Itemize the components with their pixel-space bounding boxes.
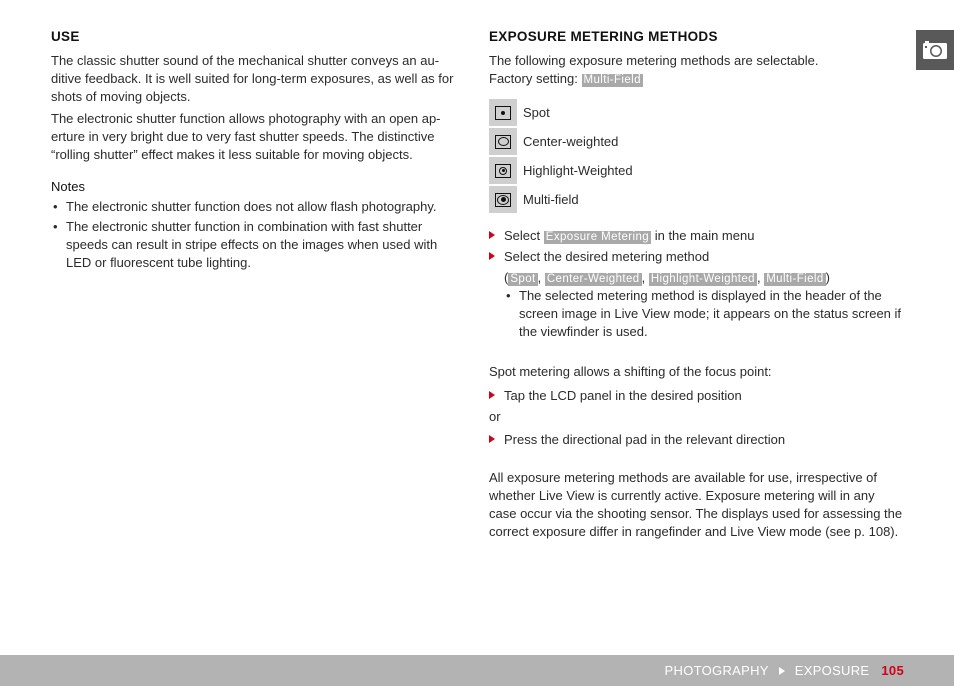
factory-setting-value: Multi-Field bbox=[583, 74, 641, 86]
step-text: Select the desired metering method bbox=[504, 249, 710, 264]
step-tap-lcd bbox=[489, 387, 904, 405]
tap-steps bbox=[489, 387, 904, 405]
step-arrow-icon bbox=[489, 391, 495, 399]
closing-paragraph: All exposure metering methods are available for use, irrespective of whether Live View is currently active. Exposure metering will in any case occur via the shooting sensor. The displays used for assessing the correct exposure differ in rangefinder and Live View mode (see p. 108). bbox=[489, 470, 903, 539]
footer-subsection: EXPOSURE bbox=[794, 663, 870, 678]
metering-heading: EXPOSURE METERING METHODS bbox=[489, 29, 718, 44]
metering-steps bbox=[489, 227, 904, 266]
right-column bbox=[489, 28, 904, 545]
factory-setting-label: Factory setting: bbox=[489, 71, 578, 86]
metering-method-multi-field bbox=[489, 185, 904, 214]
notes-title: Notes bbox=[51, 179, 85, 194]
multi-field-metering-icon bbox=[489, 186, 517, 213]
note-item: • The electronic shutter function in combination with fast shutter speeds can result in stripe effects on the images when used with LED or fluorescent tube lighting. bbox=[51, 218, 461, 272]
left-column bbox=[51, 28, 461, 274]
metering-method-label: Multi-field bbox=[523, 191, 579, 207]
option-tag: Center-Weighted bbox=[546, 273, 640, 285]
option-tag: Highlight-Weighted bbox=[650, 273, 755, 285]
notes-list bbox=[51, 198, 461, 272]
spot-shift-text: Spot metering allows a shifting of the focus point: bbox=[489, 364, 772, 379]
page-number: 105 bbox=[881, 663, 904, 678]
metering-method-label: Highlight-Weighted bbox=[523, 162, 633, 178]
method-options: ( Spot , Center-Weighted , Highlight-Weighted , Multi-Field ) • The selected metering method is displayed in the header of the screen image in Live View mode; it appears on the status screen if the viewfinder is used. bbox=[489, 269, 904, 341]
metering-method-label: Spot bbox=[523, 104, 550, 120]
or-text: or bbox=[489, 409, 501, 424]
page-footer bbox=[0, 655, 954, 686]
metering-method-highlight-weighted bbox=[489, 156, 904, 185]
metering-methods-list bbox=[489, 98, 904, 214]
use-paragraph-2: The electronic shutter function allows photography with an open ap-erture in very bright due to very fast shutter speeds. The distinctive “rolling shutter” effect makes it less suitable for moving objects. bbox=[51, 111, 441, 162]
step-press-pad bbox=[489, 431, 904, 449]
option-tag: Multi-Field bbox=[766, 273, 824, 285]
metering-method-spot bbox=[489, 98, 904, 127]
option-tag: Spot bbox=[510, 273, 536, 285]
menu-tag-exposure-metering: Exposure Metering bbox=[545, 231, 650, 243]
use-heading: USE bbox=[51, 29, 80, 44]
method-note-list bbox=[504, 287, 904, 341]
use-paragraph-1: The classic shutter sound of the mechanical shutter conveys an au-ditive feedback. It is well suited for long-term exposures, as well as for shots of moving objects. bbox=[51, 53, 454, 104]
camera-icon bbox=[916, 30, 954, 70]
center-weighted-metering-icon bbox=[489, 128, 517, 155]
highlight-weighted-metering-icon bbox=[489, 157, 517, 184]
breadcrumb-arrow-icon bbox=[779, 667, 785, 675]
step-select-menu bbox=[489, 227, 904, 245]
metering-intro: The following exposure metering methods are selectable. bbox=[489, 53, 819, 68]
step-select-method bbox=[489, 248, 904, 266]
step-text: Press the directional pad in the relevant direction bbox=[504, 432, 786, 447]
step-text: in the main menu bbox=[654, 228, 755, 243]
step-text: Tap the LCD panel in the desired position bbox=[504, 388, 742, 403]
spot-metering-icon bbox=[489, 99, 517, 126]
step-text: Select bbox=[504, 228, 541, 243]
metering-method-center-weighted bbox=[489, 127, 904, 156]
footer-breadcrumb bbox=[665, 662, 904, 680]
camera-icon-graphic bbox=[922, 40, 948, 60]
factory-setting bbox=[489, 70, 904, 88]
method-note: • The selected metering method is displayed in the header of the screen image in Live View mode; it appears on the status screen if the viewfinder is used. bbox=[504, 287, 904, 341]
note-item: • The electronic shutter function does not allow flash photography. bbox=[51, 198, 461, 216]
press-steps bbox=[489, 431, 904, 449]
footer-section: PHOTOGRAPHY bbox=[664, 663, 769, 678]
step-arrow-icon bbox=[489, 252, 495, 260]
metering-method-label: Center-weighted bbox=[523, 133, 619, 149]
step-arrow-icon bbox=[489, 435, 495, 443]
step-arrow-icon bbox=[489, 231, 495, 239]
